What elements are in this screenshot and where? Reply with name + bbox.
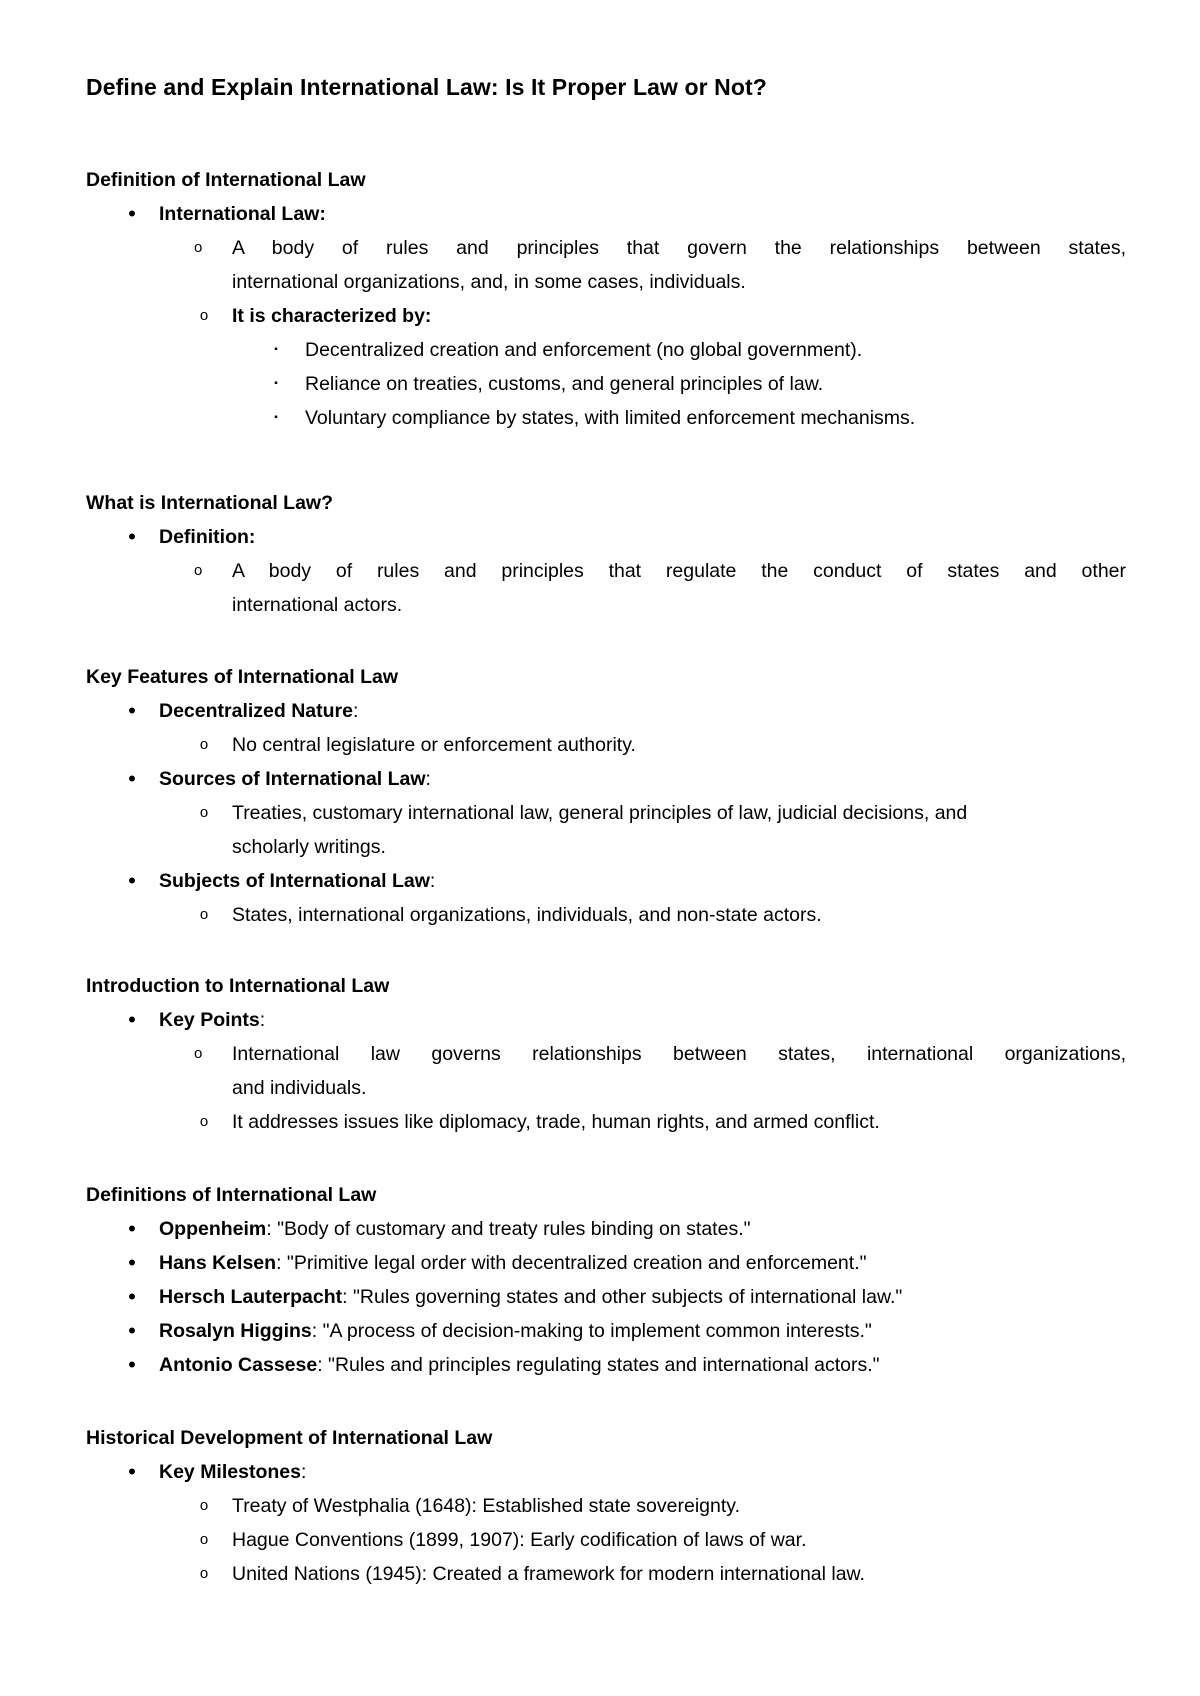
sub-item-text: States, international organizations, individuals, and non-state actors. xyxy=(232,904,822,926)
author-name: Antonio Cassese xyxy=(159,1354,318,1376)
circle-bullet-icon: o xyxy=(194,1045,203,1062)
list-item xyxy=(86,762,1126,796)
sub-item xyxy=(86,1557,1126,1591)
item-label: Subjects of International Law xyxy=(159,870,430,892)
bullet-icon: • xyxy=(128,1284,136,1309)
sub-item xyxy=(86,1105,1126,1139)
bullet-icon: • xyxy=(128,1352,136,1377)
definition-quote: : "Primitive legal order with decentralized creation and enforcement." xyxy=(276,1252,867,1274)
section-definition xyxy=(86,163,1126,435)
circle-bullet-icon: o xyxy=(199,804,209,821)
sub-item xyxy=(86,898,1126,932)
sub-item-text: Treaty of Westphalia (1648): Established state sovereignty. xyxy=(232,1495,740,1517)
list-item xyxy=(86,520,1126,554)
item-suffix: : xyxy=(300,1461,307,1483)
section-heading: Introduction to International Law xyxy=(86,975,390,997)
list-item xyxy=(86,1455,1126,1489)
list-item xyxy=(86,694,1126,728)
sub-item-text: No central legislature or enforcement authority. xyxy=(232,734,636,756)
square-bullet-icon: ▪ xyxy=(274,344,278,355)
sub-item-text: Hague Conventions (1899, 1907): Early codification of laws of war. xyxy=(232,1529,807,1551)
bullet-icon: • xyxy=(128,1459,136,1484)
bullet-icon: • xyxy=(128,698,136,723)
section-heading: Definition of International Law xyxy=(86,169,366,191)
circle-bullet-icon: o xyxy=(199,1531,209,1548)
bullet-icon: • xyxy=(128,868,136,893)
list-item xyxy=(86,1348,1126,1382)
author-name: Rosalyn Higgins xyxy=(159,1320,312,1342)
sub-sub-item-text: Decentralized creation and enforcement (no global government). xyxy=(305,339,863,361)
sub-item-text: A body of rules and principles that govern the relationships between states, xyxy=(232,237,1126,259)
circle-bullet-icon: o xyxy=(199,906,209,923)
bullet-icon: • xyxy=(128,1216,136,1241)
circle-bullet-icon: o xyxy=(194,562,203,579)
sub-item-text: Treaties, customary international law, general principles of law, judicial decisions, and xyxy=(232,802,968,824)
sub-item-text: It addresses issues like diplomacy, trade, human rights, and armed conflict. xyxy=(232,1111,880,1133)
item-suffix: : xyxy=(259,1009,266,1031)
list-item xyxy=(86,1314,1126,1348)
document-title: Define and Explain International Law: Is It Proper Law or Not? xyxy=(86,74,767,100)
section-historical xyxy=(86,1421,1126,1591)
bullet-icon: • xyxy=(128,201,136,226)
item-label: Definition: xyxy=(159,526,256,548)
sub-sub-item-text: Voluntary compliance by states, with limited enforcement mechanisms. xyxy=(305,407,916,429)
item-label: Decentralized Nature xyxy=(159,700,353,722)
sub-sub-item-text: Reliance on treaties, customs, and general principles of law. xyxy=(305,373,824,395)
bullet-icon: • xyxy=(128,766,136,791)
item-label: International Law: xyxy=(159,203,326,225)
sub-item xyxy=(86,554,1126,588)
item-label: Key Milestones xyxy=(159,1461,301,1483)
author-name: Oppenheim xyxy=(159,1218,267,1240)
bullet-icon: • xyxy=(128,1250,136,1275)
circle-bullet-icon: o xyxy=(199,307,209,324)
bullet-icon: • xyxy=(128,524,136,549)
sub-item xyxy=(86,231,1126,265)
sub-item xyxy=(86,1037,1126,1071)
item-suffix: : xyxy=(429,870,436,892)
list-item xyxy=(86,197,1126,231)
section-heading: Historical Development of International Law xyxy=(86,1427,493,1449)
list-item xyxy=(86,1003,1126,1037)
item-suffix: : xyxy=(425,768,431,790)
sub-item-text: A body of rules and principles that regulate the conduct of states and other xyxy=(232,560,1126,582)
sub-item xyxy=(86,299,1126,333)
circle-bullet-icon: o xyxy=(199,1113,209,1130)
square-bullet-icon: ▪ xyxy=(274,378,278,389)
section-heading: Definitions of International Law xyxy=(86,1184,377,1206)
circle-bullet-icon: o xyxy=(194,239,203,256)
section-definitions xyxy=(86,1178,1126,1382)
definition-quote: : "Rules governing states and other subjects of international law." xyxy=(342,1286,903,1308)
bullet-icon: • xyxy=(128,1007,136,1032)
sub-item xyxy=(86,728,1126,762)
sub-item-text: International law governs relationships between states, international organizations, xyxy=(232,1043,1126,1065)
sub-item xyxy=(86,1489,1126,1523)
list-item xyxy=(86,1212,1126,1246)
sub-sub-item xyxy=(86,367,1126,401)
bullet-icon: • xyxy=(128,1318,136,1343)
item-label: Sources of International Law xyxy=(159,768,426,790)
section-what-is xyxy=(86,486,1126,622)
author-name: Hersch Lauterpacht xyxy=(159,1286,343,1308)
list-item xyxy=(86,1246,1126,1280)
sub-item-continuation: international organizations, and, in some cases, individuals. xyxy=(232,271,746,293)
circle-bullet-icon: o xyxy=(199,1497,209,1514)
definition-quote: : "Rules and principles regulating states and international actors." xyxy=(317,1354,880,1376)
definition-quote: : "Body of customary and treaty rules binding on states." xyxy=(266,1218,751,1240)
sub-item xyxy=(86,796,1126,830)
sub-item-text: United Nations (1945): Created a framework for modern international law. xyxy=(232,1563,865,1585)
circle-bullet-icon: o xyxy=(199,1565,209,1582)
list-item xyxy=(86,864,1126,898)
circle-bullet-icon: o xyxy=(199,736,209,753)
sub-item-continuation: international actors. xyxy=(232,594,403,616)
item-suffix: : xyxy=(352,700,359,722)
sub-sub-item xyxy=(86,401,1126,435)
sub-item-label: It is characterized by: xyxy=(232,305,432,327)
sub-item-continuation: scholarly writings. xyxy=(232,836,386,858)
section-key-features xyxy=(86,660,1126,932)
list-item xyxy=(86,1280,1126,1314)
item-label: Key Points xyxy=(159,1009,260,1031)
section-heading: Key Features of International Law xyxy=(86,666,399,688)
section-heading: What is International Law? xyxy=(86,492,334,514)
author-name: Hans Kelsen xyxy=(159,1252,277,1274)
sub-item-continuation: and individuals. xyxy=(232,1077,367,1099)
sub-item xyxy=(86,1523,1126,1557)
square-bullet-icon: ▪ xyxy=(274,412,278,423)
sub-sub-item xyxy=(86,333,1126,367)
section-introduction xyxy=(86,969,1126,1139)
definition-quote: : "A process of decision-making to implement common interests." xyxy=(311,1320,872,1342)
